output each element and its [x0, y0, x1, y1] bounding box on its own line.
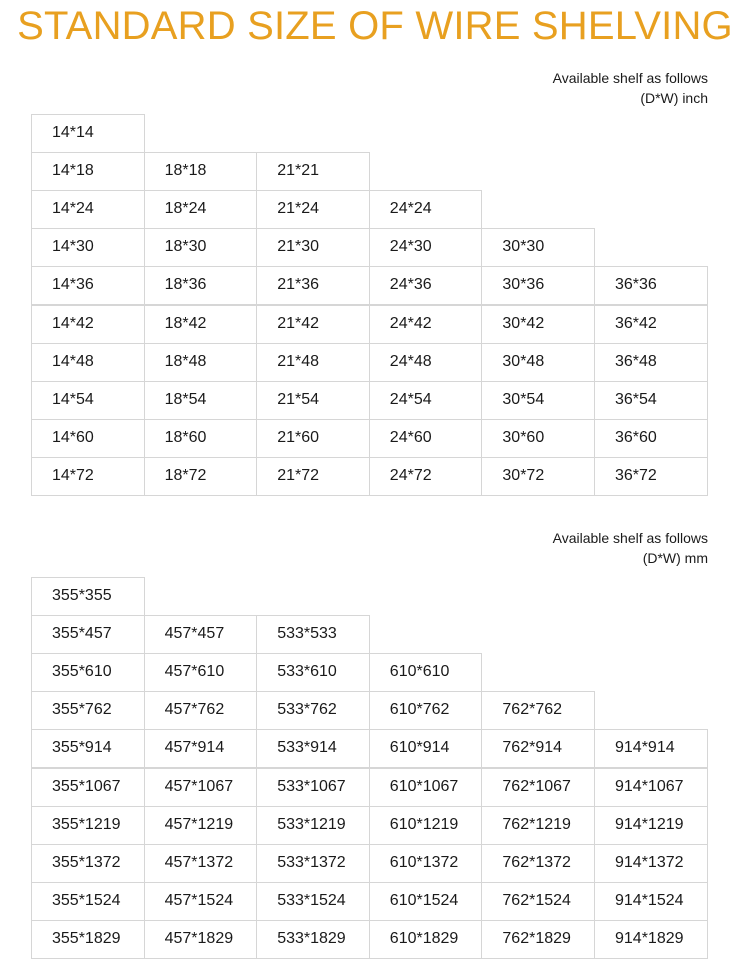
inch-note-line2: (D*W) inch — [640, 90, 708, 106]
size-cell: 610*1524 — [369, 882, 483, 921]
size-cell: 355*914 — [31, 729, 145, 768]
inch-note-line1: Available shelf as follows — [552, 70, 708, 86]
size-cell: 30*36 — [481, 266, 595, 305]
size-cell: 24*54 — [369, 381, 483, 420]
size-cell: 30*54 — [481, 381, 595, 420]
size-cell: 914*1067 — [594, 768, 708, 807]
size-cell: 762*1372 — [481, 844, 595, 883]
size-cell: 762*1524 — [481, 882, 595, 921]
size-cell: 36*54 — [594, 381, 708, 420]
size-cell: 355*1829 — [31, 920, 145, 959]
size-cell: 762*1219 — [481, 806, 595, 845]
size-cell: 457*1524 — [144, 882, 258, 921]
size-cell: 610*914 — [369, 729, 483, 768]
size-cell: 14*54 — [31, 381, 145, 420]
mm-note-line2: (D*W) mm — [642, 550, 708, 566]
size-cell: 457*762 — [144, 691, 258, 730]
size-cell: 355*1067 — [31, 768, 145, 807]
size-cell: 18*30 — [144, 228, 258, 267]
size-cell: 533*533 — [256, 615, 370, 654]
size-cell: 14*36 — [31, 266, 145, 305]
page-title: STANDARD SIZE OF WIRE SHELVING — [17, 4, 733, 48]
size-cell: 762*914 — [481, 729, 595, 768]
size-cell: 14*72 — [31, 457, 145, 496]
size-cell: 24*24 — [369, 190, 483, 229]
size-cell: 14*48 — [31, 343, 145, 382]
size-cell: 457*1067 — [144, 768, 258, 807]
size-cell: 610*1219 — [369, 806, 483, 845]
size-cell: 18*72 — [144, 457, 258, 496]
size-cell: 36*72 — [594, 457, 708, 496]
size-cell: 14*60 — [31, 419, 145, 458]
size-cell: 762*1829 — [481, 920, 595, 959]
size-cell: 18*36 — [144, 266, 258, 305]
size-cell: 21*54 — [256, 381, 370, 420]
size-cell: 914*1219 — [594, 806, 708, 845]
size-cell: 30*72 — [481, 457, 595, 496]
size-cell: 533*914 — [256, 729, 370, 768]
size-cell: 457*1219 — [144, 806, 258, 845]
size-cell: 24*36 — [369, 266, 483, 305]
size-cell: 610*1829 — [369, 920, 483, 959]
size-cell: 533*1829 — [256, 920, 370, 959]
size-cell: 457*610 — [144, 653, 258, 692]
size-cell: 610*1067 — [369, 768, 483, 807]
size-cell: 24*42 — [369, 305, 483, 344]
size-cell: 533*1067 — [256, 768, 370, 807]
size-cell: 24*72 — [369, 457, 483, 496]
size-cell: 457*1372 — [144, 844, 258, 883]
size-cell: 30*30 — [481, 228, 595, 267]
size-cell: 24*48 — [369, 343, 483, 382]
size-cell: 610*1372 — [369, 844, 483, 883]
size-cell: 14*30 — [31, 228, 145, 267]
size-cell: 18*48 — [144, 343, 258, 382]
size-cell: 21*21 — [256, 152, 370, 191]
size-cell: 14*24 — [31, 190, 145, 229]
size-cell: 355*1219 — [31, 806, 145, 845]
size-cell: 24*60 — [369, 419, 483, 458]
size-cell: 914*1372 — [594, 844, 708, 883]
size-cell: 355*1372 — [31, 844, 145, 883]
size-cell: 18*24 — [144, 190, 258, 229]
size-cell: 21*60 — [256, 419, 370, 458]
size-cell: 355*762 — [31, 691, 145, 730]
size-cell: 14*18 — [31, 152, 145, 191]
size-cell: 18*42 — [144, 305, 258, 344]
size-cell: 457*457 — [144, 615, 258, 654]
size-cell: 914*914 — [594, 729, 708, 768]
size-cell: 21*24 — [256, 190, 370, 229]
size-cell: 533*610 — [256, 653, 370, 692]
size-cell: 914*1829 — [594, 920, 708, 959]
size-cell: 355*457 — [31, 615, 145, 654]
size-cell: 21*42 — [256, 305, 370, 344]
size-cell: 355*610 — [31, 653, 145, 692]
size-cell: 21*30 — [256, 228, 370, 267]
size-cell: 18*60 — [144, 419, 258, 458]
size-cell: 30*48 — [481, 343, 595, 382]
size-cell: 762*762 — [481, 691, 595, 730]
size-cell: 14*42 — [31, 305, 145, 344]
size-cell: 355*355 — [31, 577, 145, 616]
size-cell: 18*18 — [144, 152, 258, 191]
size-cell: 24*30 — [369, 228, 483, 267]
inch-table-note — [553, 68, 708, 108]
size-cell: 18*54 — [144, 381, 258, 420]
size-cell: 610*610 — [369, 653, 483, 692]
size-cell: 610*762 — [369, 691, 483, 730]
size-cell: 21*36 — [256, 266, 370, 305]
size-cell: 533*1524 — [256, 882, 370, 921]
size-cell: 533*1372 — [256, 844, 370, 883]
mm-table-note — [553, 528, 708, 568]
size-cell: 457*1829 — [144, 920, 258, 959]
mm-note-line1: Available shelf as follows — [552, 530, 708, 546]
size-cell: 36*42 — [594, 305, 708, 344]
size-cell: 355*1524 — [31, 882, 145, 921]
size-cell: 914*1524 — [594, 882, 708, 921]
size-cell: 21*48 — [256, 343, 370, 382]
size-cell: 533*762 — [256, 691, 370, 730]
size-cell: 30*42 — [481, 305, 595, 344]
size-cell: 457*914 — [144, 729, 258, 768]
size-cell: 533*1219 — [256, 806, 370, 845]
size-cell: 762*1067 — [481, 768, 595, 807]
size-cell: 36*60 — [594, 419, 708, 458]
size-cell: 14*14 — [31, 114, 145, 153]
size-cell: 36*36 — [594, 266, 708, 305]
size-cell: 21*72 — [256, 457, 370, 496]
size-cell: 36*48 — [594, 343, 708, 382]
size-cell: 30*60 — [481, 419, 595, 458]
